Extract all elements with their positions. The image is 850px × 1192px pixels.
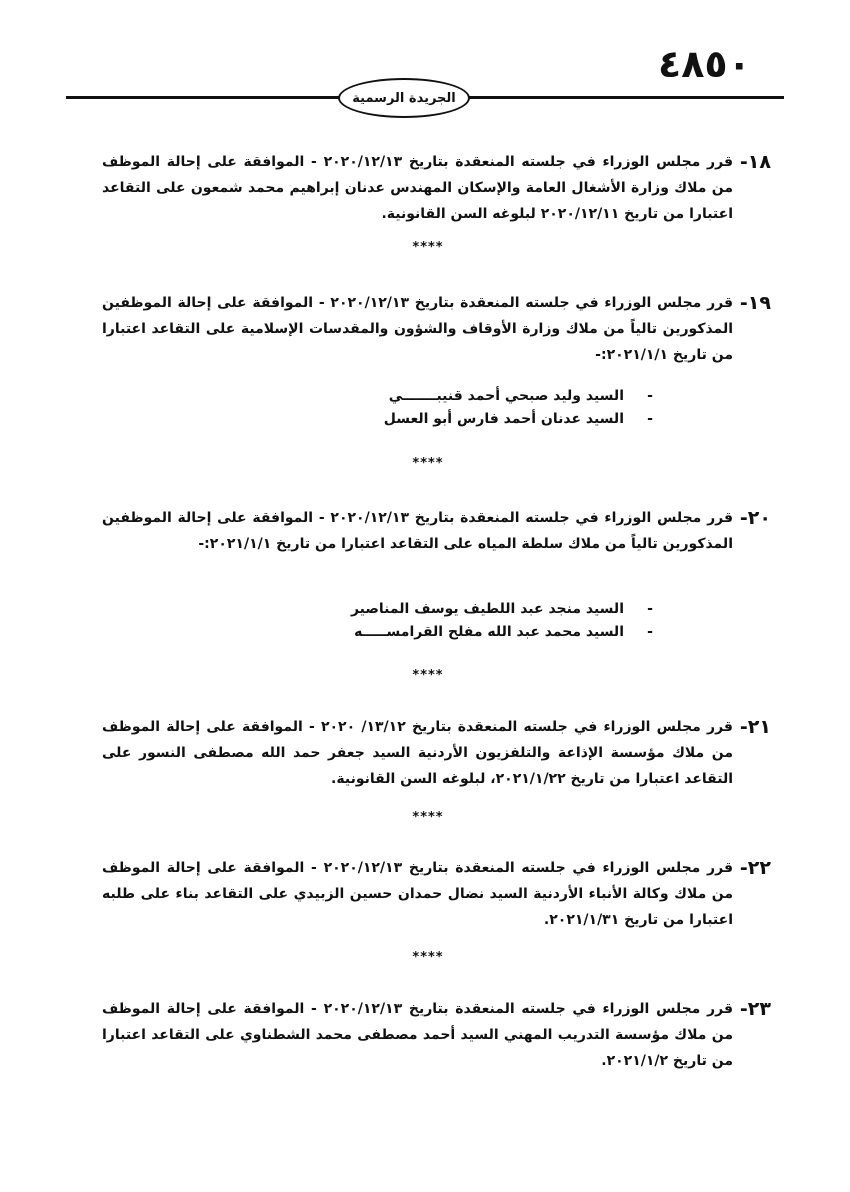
item-number: ٢٠- <box>739 507 771 529</box>
item-number: ٢٢- <box>739 857 771 879</box>
list-dash: - <box>647 624 653 640</box>
item-text: قرر مجلس الوزراء في جلسته المنعقدة بتاريخ ٢٠٢٠/١٢/١٣ - الموافقة على إحالة الموظف من ملاك وزارة الأشغال العامة والإسكان المهندس عدنان إبراهيم محمد شمعون على التقاعد اعتبارا من تاريخ ٢٠٢٠/١٢/١١ لبلوغه السن القانونية. <box>102 154 733 222</box>
names-list <box>224 598 653 644</box>
decision-item-21 <box>102 714 771 792</box>
name-row <box>224 408 653 431</box>
decision-item-20 <box>102 505 771 557</box>
item-text: قرر مجلس الوزراء في جلسته المنعقدة بتاريخ ٢٠٢٠/١٢/١٣ - الموافقة على إحالة الموظفين المذكورين تالياً من ملاك سلطة المياه على التقاعد اعتبارا من تاريخ ٢٠٢١/١/١:- <box>102 510 734 552</box>
person-name: السيد منجد عبد اللطيف يوسف المناصير <box>350 601 624 617</box>
separator-stars: **** <box>412 810 444 825</box>
item-text: قرر مجلس الوزراء في جلسته المنعقدة بتاريخ ٢٠٢٠/١٢/١٣ - الموافقة على إحالة الموظفين المذكورين تالياً من ملاك وزارة الأوقاف والشؤون والمقدسات الإسلامية على التقاعد اعتبارا من تاريخ ٢٠٢١/١/١:- <box>102 295 734 363</box>
name-row <box>224 385 653 408</box>
decision-item-19 <box>102 290 771 368</box>
page-number: ٤٨٥٠ <box>658 42 751 86</box>
decision-item-22 <box>102 855 771 933</box>
name-row <box>224 598 653 621</box>
list-dash: - <box>647 411 653 427</box>
item-number: ١٩- <box>739 292 771 314</box>
names-list <box>224 385 653 431</box>
item-text: قرر مجلس الوزراء في جلسته المنعقدة بتاريخ ٢٠٢٠/١٢/١٣ - الموافقة على إحالة الموظف من ملاك وكالة الأنباء الأردنية السيد نضال حمدان حسين الزبيدي على التقاعد بناء على طلبه اعتبارا من تاريخ ٢٠٢١/١/٣١. <box>102 860 733 928</box>
item-text: قرر مجلس الوزراء في جلسته المنعقدة بتاريخ ١٣/١٢/ ٢٠٢٠ - الموافقة على إحالة الموظف من ملاك مؤسسة الإذاعة والتلفزيون الأردنية السيد جعفر حمد الله مصطفى النسور على التقاعد اعتبارا من تاريخ ٢٠٢١/١/٢٢، لبلوغه السن القانونية. <box>102 719 733 787</box>
list-dash: - <box>647 388 653 404</box>
item-text: قرر مجلس الوزراء في جلسته المنعقدة بتاريخ ٢٠٢٠/١٢/١٣ - الموافقة على إحالة الموظف من ملاك مؤسسة التدريب المهني السيد أحمد مصطفى محمد الشطناوي على التقاعد اعتبارا من تاريخ ٢٠٢١/١/٢. <box>102 1001 733 1069</box>
person-name: السيد وليد صبحي أحمد قنيبـــــــي <box>388 388 624 404</box>
decision-item-23 <box>102 996 771 1074</box>
item-number: ٢١- <box>739 716 771 738</box>
person-name: السيد عدنان أحمد فارس أبو العسل <box>383 411 624 427</box>
item-number: ١٨- <box>739 151 771 173</box>
separator-stars: **** <box>412 240 444 255</box>
separator-stars: **** <box>412 950 444 965</box>
separator-stars: **** <box>412 456 444 471</box>
gazette-title: الجريدة الرسمية <box>352 90 456 106</box>
name-row <box>224 621 653 644</box>
person-name: السيد محمد عبد الله مفلح القرامســـــه <box>354 624 624 640</box>
list-dash: - <box>647 601 653 617</box>
gazette-title-oval <box>338 78 470 118</box>
item-number: ٢٣- <box>739 998 771 1020</box>
separator-stars: **** <box>412 668 444 683</box>
decision-item-18 <box>102 149 771 227</box>
